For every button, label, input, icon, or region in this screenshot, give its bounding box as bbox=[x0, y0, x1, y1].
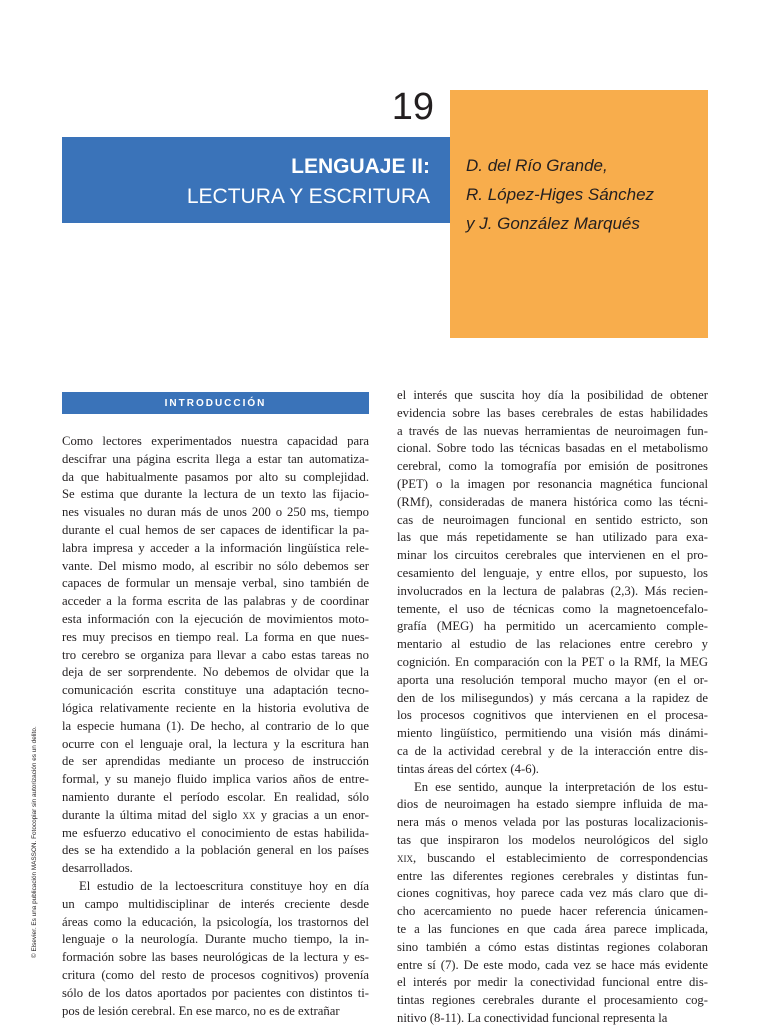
text-line: sólo de los datos aportados por pacientes con distintos ti- bbox=[62, 985, 369, 1000]
text-line: temente, el uso de técnicas como la magnetoencefalo- bbox=[397, 601, 708, 616]
text-line: esta información con la ejecución de movimientos moto- bbox=[62, 611, 369, 626]
text-line: den de los milisegundos) y más cercana a la rapidez de bbox=[397, 690, 708, 705]
copyright-notice: © Elsevier. Es una publicación MASSON. Fotocopiar sin autorización es un delito. bbox=[31, 726, 38, 958]
text-line: tro cerebro se organiza para llevar a cabo estas tareas no bbox=[62, 647, 369, 662]
text-line: evidencia sobre las bases cerebrales de estas habilidades bbox=[397, 405, 708, 420]
text-line: xix, buscando el establecimiento de correspondencias bbox=[397, 850, 708, 865]
text-line: capaces de formular un mensaje verbal, sino también de bbox=[62, 576, 369, 591]
text-line: el interés que suscita hoy día la posibilidad de obtener bbox=[397, 388, 708, 402]
text-line: te a las funciones en que cada área parece implicada, bbox=[397, 921, 708, 936]
text-line: tas que inspiraron los modelos neurológicos del siglo bbox=[397, 832, 708, 847]
text-line: (PET) o la imagen por resonancia magnética funcional bbox=[397, 476, 708, 491]
text-line: nera más o menos velada por las posturas localizacionis- bbox=[397, 815, 708, 830]
text-line: miento lingüístico, permitiendo una visión más dinámi- bbox=[397, 726, 708, 741]
section-heading bbox=[62, 392, 369, 414]
text-line: descifrar una página escrita llega a estar tan automatiza- bbox=[62, 451, 369, 466]
text-line: grafía (MEG) ha permitido un acercamiento comple- bbox=[397, 619, 708, 634]
text-line: pos de lesión cerebral. En ese marco, no es de extrañar bbox=[62, 1003, 340, 1018]
text-line: la especie humana (1). De hecho, al contrario de lo que bbox=[62, 718, 369, 733]
text-line: (RMf), consideradas de manera histórica como las técni- bbox=[397, 494, 708, 509]
text-line: cognición. En comparación con la PET o la RMf, la MEG bbox=[397, 654, 708, 669]
text-line: entre las diferentes regiones cerebrales y distintas fun- bbox=[397, 868, 708, 883]
text-line: mentario al estudio de las relaciones entre cerebro y bbox=[397, 637, 708, 652]
text-line: formal, y su manejo fluido implica varios años de entre- bbox=[62, 772, 369, 787]
text-line: me esfuerzo educativo el conocimiento de estas habilida- bbox=[62, 825, 369, 840]
chapter-number: 19 bbox=[391, 86, 434, 128]
text-line: tintas regiones cerebrales durante el procesamiento cog- bbox=[397, 993, 708, 1008]
chapter-title: LENGUAJE II: bbox=[291, 155, 430, 178]
text-line: lenguaje o la neurología. Durante mucho tiempo, la in- bbox=[62, 932, 369, 947]
text-line: sino también a cómo estas distintas regiones colaboran bbox=[397, 939, 708, 954]
text-line: entre sí (7). De este modo, cada vez se hace más evidente bbox=[397, 957, 708, 972]
author-list bbox=[466, 151, 706, 238]
text-line: cas de neuroimagen funcional en sentido estricto, son bbox=[397, 512, 708, 527]
text-line: desarrollados. bbox=[62, 861, 133, 876]
author-1: D. del Río Grande, bbox=[466, 156, 608, 175]
text-line: En ese sentido, aunque la interpretación de los estu- bbox=[414, 779, 708, 794]
text-line: acceder a la forma escrita de las palabras y de coordinar bbox=[62, 594, 369, 609]
text-line: nes visuales no duran más de unos 200 o 250 ms, tiempo bbox=[62, 505, 369, 520]
text-line: durante la última mitad del siglo xx y gracias a un enor- bbox=[62, 807, 369, 822]
text-line: formación sobre las bases neurológicas de la lectura y es- bbox=[62, 950, 369, 965]
text-line: da que habitualmente pasamos por alto su complejidad. bbox=[62, 469, 369, 484]
title-band bbox=[62, 137, 450, 223]
body-column-right bbox=[397, 387, 708, 1028]
text-line: cional. Sobre todo las técnicas basadas en el metabolismo bbox=[397, 441, 708, 456]
text-line: lógica relativamente reciente en la historia evolutiva de bbox=[62, 700, 369, 715]
text-line: namiento durante el período escolar. En realidad, sólo bbox=[62, 789, 369, 804]
text-line: labra impresa y acceder a la información lingüística rele- bbox=[62, 540, 369, 555]
chapter-subtitle: LECTURA Y ESCRITURA bbox=[186, 185, 430, 208]
text-line: cho acercamiento no puede hacer referencia únicamen- bbox=[397, 904, 708, 919]
text-line: ca de la actividad cerebral y de la interacción entre dis- bbox=[397, 743, 708, 758]
text-line: minar los circuitos cerebrales que intervienen en el pro- bbox=[397, 548, 708, 563]
text-line: las que más repetidamente se han utilizado para exa- bbox=[397, 530, 708, 545]
text-line: vante. Del mismo modo, al escribir no sólo debemos ser bbox=[62, 558, 369, 573]
text-line: aporta una resolución temporal mucho mayor (en el or- bbox=[397, 672, 708, 687]
text-line: dios de neuroimagen ha estado siempre influida de ma- bbox=[397, 797, 708, 812]
text-line: un campo multidisciplinar de interés creciente desde bbox=[62, 896, 369, 911]
author-2: R. López-Higes Sánchez bbox=[466, 185, 655, 204]
author-3: y J. González Marqués bbox=[466, 214, 640, 233]
text-line: ciones cognitivas, hoy parece cada vez más claro que di- bbox=[397, 886, 708, 901]
text-line: critura (como del resto de procesos cognitivos) provenía bbox=[62, 967, 369, 982]
text-line: El estudio de la lectoescritura constituye hoy en día bbox=[79, 878, 369, 893]
text-line: de ser aprendidas mediante un proceso de instrucción bbox=[62, 754, 369, 769]
text-line: áreas como la educación, la psicología, los trastornos del bbox=[62, 914, 369, 929]
section-heading-label: INTRODUCCIÓN bbox=[164, 397, 267, 409]
text-line: Se estima que durante la lectura de un texto las fijacio- bbox=[62, 487, 369, 502]
text-line: des se ha extendido a la población general en los países bbox=[62, 843, 369, 858]
text-line: a través de las nuevas herramientas de neuroimagen fun- bbox=[397, 423, 708, 438]
text-line: deja de ser sorprendente. No debemos de olvidar que la bbox=[62, 665, 369, 680]
text-line: cerebral, como la tomografía por emisión de positrones bbox=[397, 459, 708, 474]
text-line: nitivo (8-11). La conectividad funcional representa la bbox=[397, 1010, 668, 1025]
text-line: involucrados en la lectura de palabras (2,3). Más recien- bbox=[397, 583, 708, 598]
text-line: comunicación escrita constituye una adaptación tecno- bbox=[62, 683, 369, 698]
text-line: ocurre con el lenguaje oral, la lectura y la escritura han bbox=[62, 736, 369, 751]
text-line: el interés por medir la conectividad funcional entre dis- bbox=[397, 975, 708, 990]
text-line: durante el cual hemos de ser capaces de identificar la pa- bbox=[62, 522, 369, 537]
text-line: los procesos cognitivos que intervienen en el procesa- bbox=[397, 708, 708, 723]
text-line: Como lectores experimentados nuestra capacidad para bbox=[62, 434, 369, 448]
text-line: res muy precisos en tiempo real. La forma en que nues- bbox=[62, 629, 369, 644]
text-line: cesamiento del lenguaje, y entre ellos, por supuesto, los bbox=[397, 565, 708, 580]
body-column-left bbox=[62, 433, 369, 1020]
text-line: tintas áreas del córtex (4-6). bbox=[397, 761, 539, 776]
